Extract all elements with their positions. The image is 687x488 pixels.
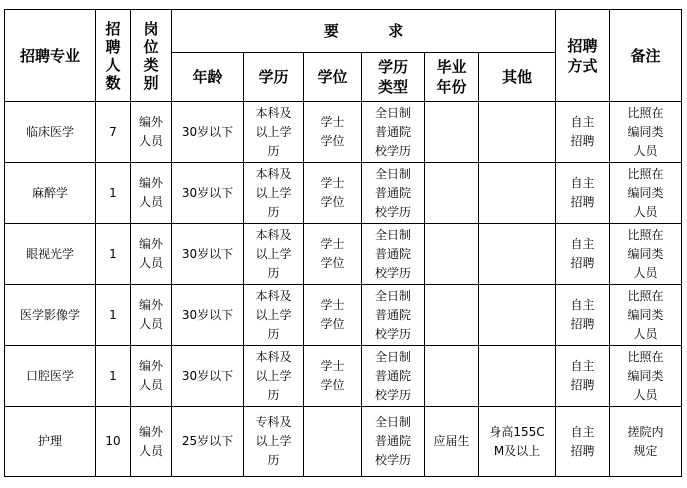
- cell-method-text: 自主招聘: [570, 359, 595, 392]
- cell-edu-type: [362, 285, 425, 346]
- header-education: 学历: [244, 53, 304, 102]
- cell-degree-text: 学士学位: [320, 298, 345, 331]
- cell-notes-text: 比照在编同类人员: [627, 288, 664, 341]
- cell-post-type-text: 编外人员: [138, 237, 163, 270]
- cell-method: [556, 407, 610, 477]
- cell-degree: [304, 346, 362, 407]
- cell-degree: [304, 407, 362, 477]
- cell-count: 1: [96, 163, 131, 224]
- cell-education-text: 本科及以上学历: [255, 105, 292, 158]
- table-row: [5, 346, 682, 407]
- table-row: [5, 102, 682, 163]
- cell-notes: [610, 285, 682, 346]
- cell-method-text: 自主招聘: [570, 424, 595, 458]
- header-count: [96, 10, 131, 102]
- cell-major: 麻醉学: [5, 163, 96, 224]
- cell-edu-type-text: 全日制普通院校学历: [374, 288, 411, 341]
- cell-degree: [304, 224, 362, 285]
- cell-method-text: 自主招聘: [570, 237, 595, 270]
- cell-major: 眼视光学: [5, 224, 96, 285]
- cell-method: [556, 163, 610, 224]
- cell-grad-year: [425, 102, 479, 163]
- cell-education-text: 专科及以上学历: [255, 415, 292, 467]
- cell-edu-type-text: 全日制普通院校学历: [374, 415, 411, 467]
- cell-education-text: 本科及以上学历: [255, 227, 292, 280]
- cell-notes-text: 比照在编同类人员: [627, 105, 664, 158]
- cell-education-text: 本科及以上学历: [255, 166, 292, 219]
- cell-post-type: [131, 285, 172, 346]
- cell-post-type: [131, 407, 172, 477]
- cell-other: [479, 285, 556, 346]
- cell-notes-text: 搓院内规定: [627, 424, 664, 458]
- cell-grad-year: 应届生: [425, 407, 479, 477]
- cell-age: 30岁以下: [172, 163, 244, 224]
- header-notes: 备注: [610, 10, 682, 102]
- header-grad-year: [425, 53, 479, 102]
- cell-notes: [610, 407, 682, 477]
- header-degree: 学位: [304, 53, 362, 102]
- cell-education: [244, 407, 304, 477]
- cell-education: [244, 163, 304, 224]
- cell-major: 医学影像学: [5, 285, 96, 346]
- cell-method: [556, 346, 610, 407]
- cell-notes: [610, 163, 682, 224]
- cell-count: 1: [96, 224, 131, 285]
- cell-edu-type: [362, 346, 425, 407]
- header-post-type-text: 岗位类别: [143, 19, 159, 92]
- cell-count: 7: [96, 102, 131, 163]
- cell-post-type-text: 编外人员: [138, 176, 163, 209]
- cell-education-text: 本科及以上学历: [255, 349, 292, 402]
- cell-education: [244, 346, 304, 407]
- cell-degree: [304, 285, 362, 346]
- cell-post-type: [131, 346, 172, 407]
- cell-education: [244, 285, 304, 346]
- cell-grad-year: [425, 163, 479, 224]
- cell-edu-type: [362, 407, 425, 477]
- cell-count: 1: [96, 346, 131, 407]
- cell-edu-type-text: 全日制普通院校学历: [374, 227, 411, 280]
- cell-other: [479, 163, 556, 224]
- cell-post-type: [131, 102, 172, 163]
- cell-grad-year: [425, 285, 479, 346]
- header-requirements: 要 求: [172, 10, 556, 53]
- cell-method: [556, 102, 610, 163]
- cell-post-type: [131, 224, 172, 285]
- cell-post-type-text: 编外人员: [138, 424, 163, 458]
- cell-count: 1: [96, 285, 131, 346]
- header-edu-type-text: 学历类型: [377, 58, 408, 96]
- cell-edu-type-text: 全日制普通院校学历: [374, 349, 411, 402]
- table-row: [5, 163, 682, 224]
- cell-notes: [610, 224, 682, 285]
- cell-other: [479, 346, 556, 407]
- header-edu-type: [362, 53, 425, 102]
- cell-degree-text: 学士学位: [320, 115, 345, 148]
- cell-method-text: 自主招聘: [570, 298, 595, 331]
- cell-edu-type-text: 全日制普通院校学历: [374, 166, 411, 219]
- cell-method-text: 自主招聘: [570, 115, 595, 148]
- cell-education: [244, 102, 304, 163]
- cell-education: [244, 224, 304, 285]
- cell-count: 10: [96, 407, 131, 477]
- cell-notes-text: 比照在编同类人员: [627, 349, 664, 402]
- cell-other: [479, 224, 556, 285]
- header-count-text: 招聘人数: [105, 19, 121, 92]
- recruitment-table-wrapper: [4, 9, 682, 477]
- cell-method-text: 自主招聘: [570, 176, 595, 209]
- cell-age: 30岁以下: [172, 285, 244, 346]
- cell-post-type-text: 编外人员: [138, 298, 163, 331]
- cell-degree: [304, 163, 362, 224]
- cell-post-type-text: 编外人员: [138, 359, 163, 392]
- header-method: [556, 10, 610, 102]
- cell-age: 30岁以下: [172, 224, 244, 285]
- cell-age: 30岁以下: [172, 102, 244, 163]
- cell-major: 护理: [5, 407, 96, 477]
- cell-age: 25岁以下: [172, 407, 244, 477]
- cell-edu-type-text: 全日制普通院校学历: [374, 105, 411, 158]
- cell-post-type-text: 编外人员: [138, 115, 163, 148]
- cell-other: [479, 407, 556, 477]
- cell-notes: [610, 346, 682, 407]
- cell-major: 临床医学: [5, 102, 96, 163]
- cell-education-text: 本科及以上学历: [255, 288, 292, 341]
- header-method-text: 招聘方式: [567, 36, 598, 75]
- cell-age: 30岁以下: [172, 346, 244, 407]
- cell-edu-type: [362, 224, 425, 285]
- cell-notes-text: 比照在编同类人员: [627, 227, 664, 280]
- cell-degree: [304, 102, 362, 163]
- header-grad-year-text: 毕业年份: [436, 58, 467, 96]
- recruitment-table: [4, 9, 682, 477]
- cell-major: 口腔医学: [5, 346, 96, 407]
- cell-degree-text: 学士学位: [320, 237, 345, 270]
- cell-edu-type: [362, 163, 425, 224]
- header-major: 招聘专业: [5, 10, 96, 102]
- header-other: 其他: [479, 53, 556, 102]
- cell-degree-text: 学士学位: [320, 176, 345, 209]
- table-row: [5, 285, 682, 346]
- header-row-top: [5, 10, 682, 53]
- cell-method: [556, 224, 610, 285]
- header-post-type: [131, 10, 172, 102]
- cell-degree-text: 学士学位: [320, 359, 345, 392]
- table-row: [5, 224, 682, 285]
- cell-other: [479, 102, 556, 163]
- cell-method: [556, 285, 610, 346]
- cell-edu-type: [362, 102, 425, 163]
- cell-notes-text: 比照在编同类人员: [627, 166, 664, 219]
- cell-post-type: [131, 163, 172, 224]
- cell-grad-year: [425, 346, 479, 407]
- header-age: 年龄: [172, 53, 244, 102]
- cell-grad-year: [425, 224, 479, 285]
- cell-notes: [610, 102, 682, 163]
- cell-other-text: 身高155CM及以上: [489, 424, 545, 458]
- table-row: [5, 407, 682, 477]
